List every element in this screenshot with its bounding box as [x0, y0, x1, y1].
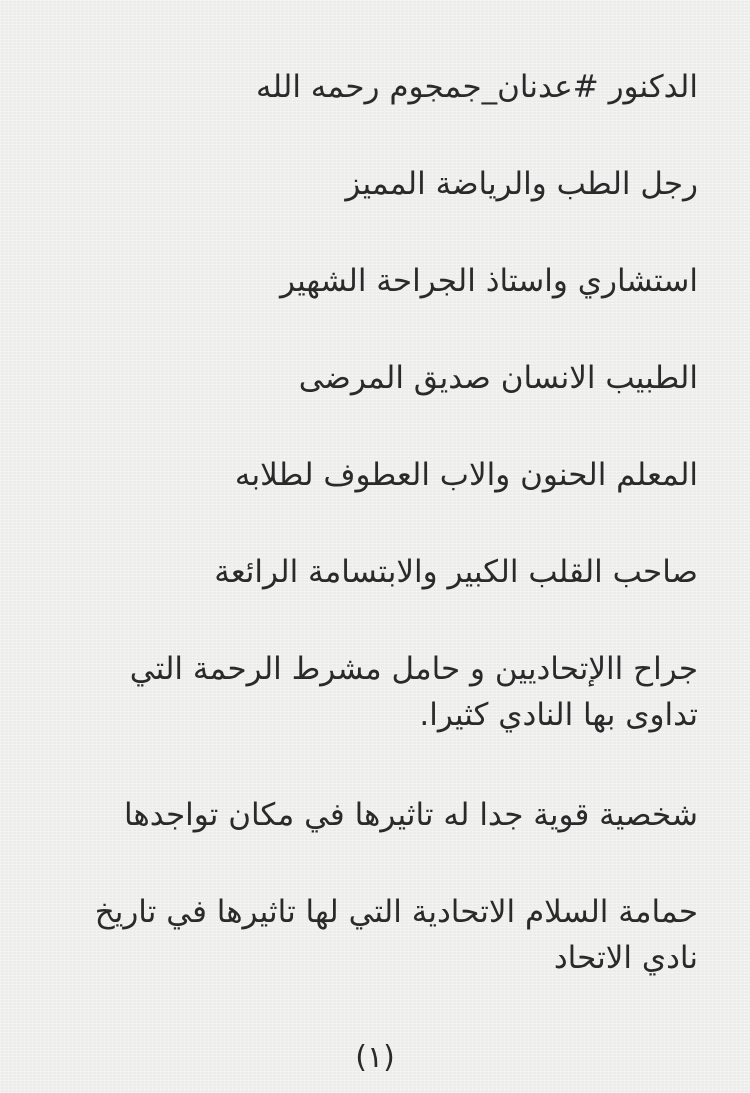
note-line-3: استشاري واستاذ الجراحة الشهير: [279, 263, 698, 299]
note-line-5: المعلم الحنون والاب العطوف لطلابه: [234, 457, 698, 493]
note-line-2: رجل الطب والرياضة المميز: [345, 166, 698, 202]
note-line-1: الدكنور #عدنان_جمجوم رحمه الله: [256, 69, 698, 105]
note-line-6: صاحب القلب الكبير والابتسامة الرائعة: [214, 554, 698, 590]
note-line-8: شخصية قوية جدا له تاثيرها في مكان تواجدها: [123, 797, 698, 833]
note-line-4: الطبيب الانسان صديق المرضى: [298, 360, 698, 396]
note-line-9: حمامة السلام الاتحادية التي لها تاثيرها في تاريخ نادي الاتحاد: [94, 894, 698, 976]
page-number: (١): [355, 1040, 395, 1075]
note-line-7: جراح االإتحاديين و حامل مشرط الرحمة التي تداوى بها النادي كثيرا.: [129, 651, 698, 733]
